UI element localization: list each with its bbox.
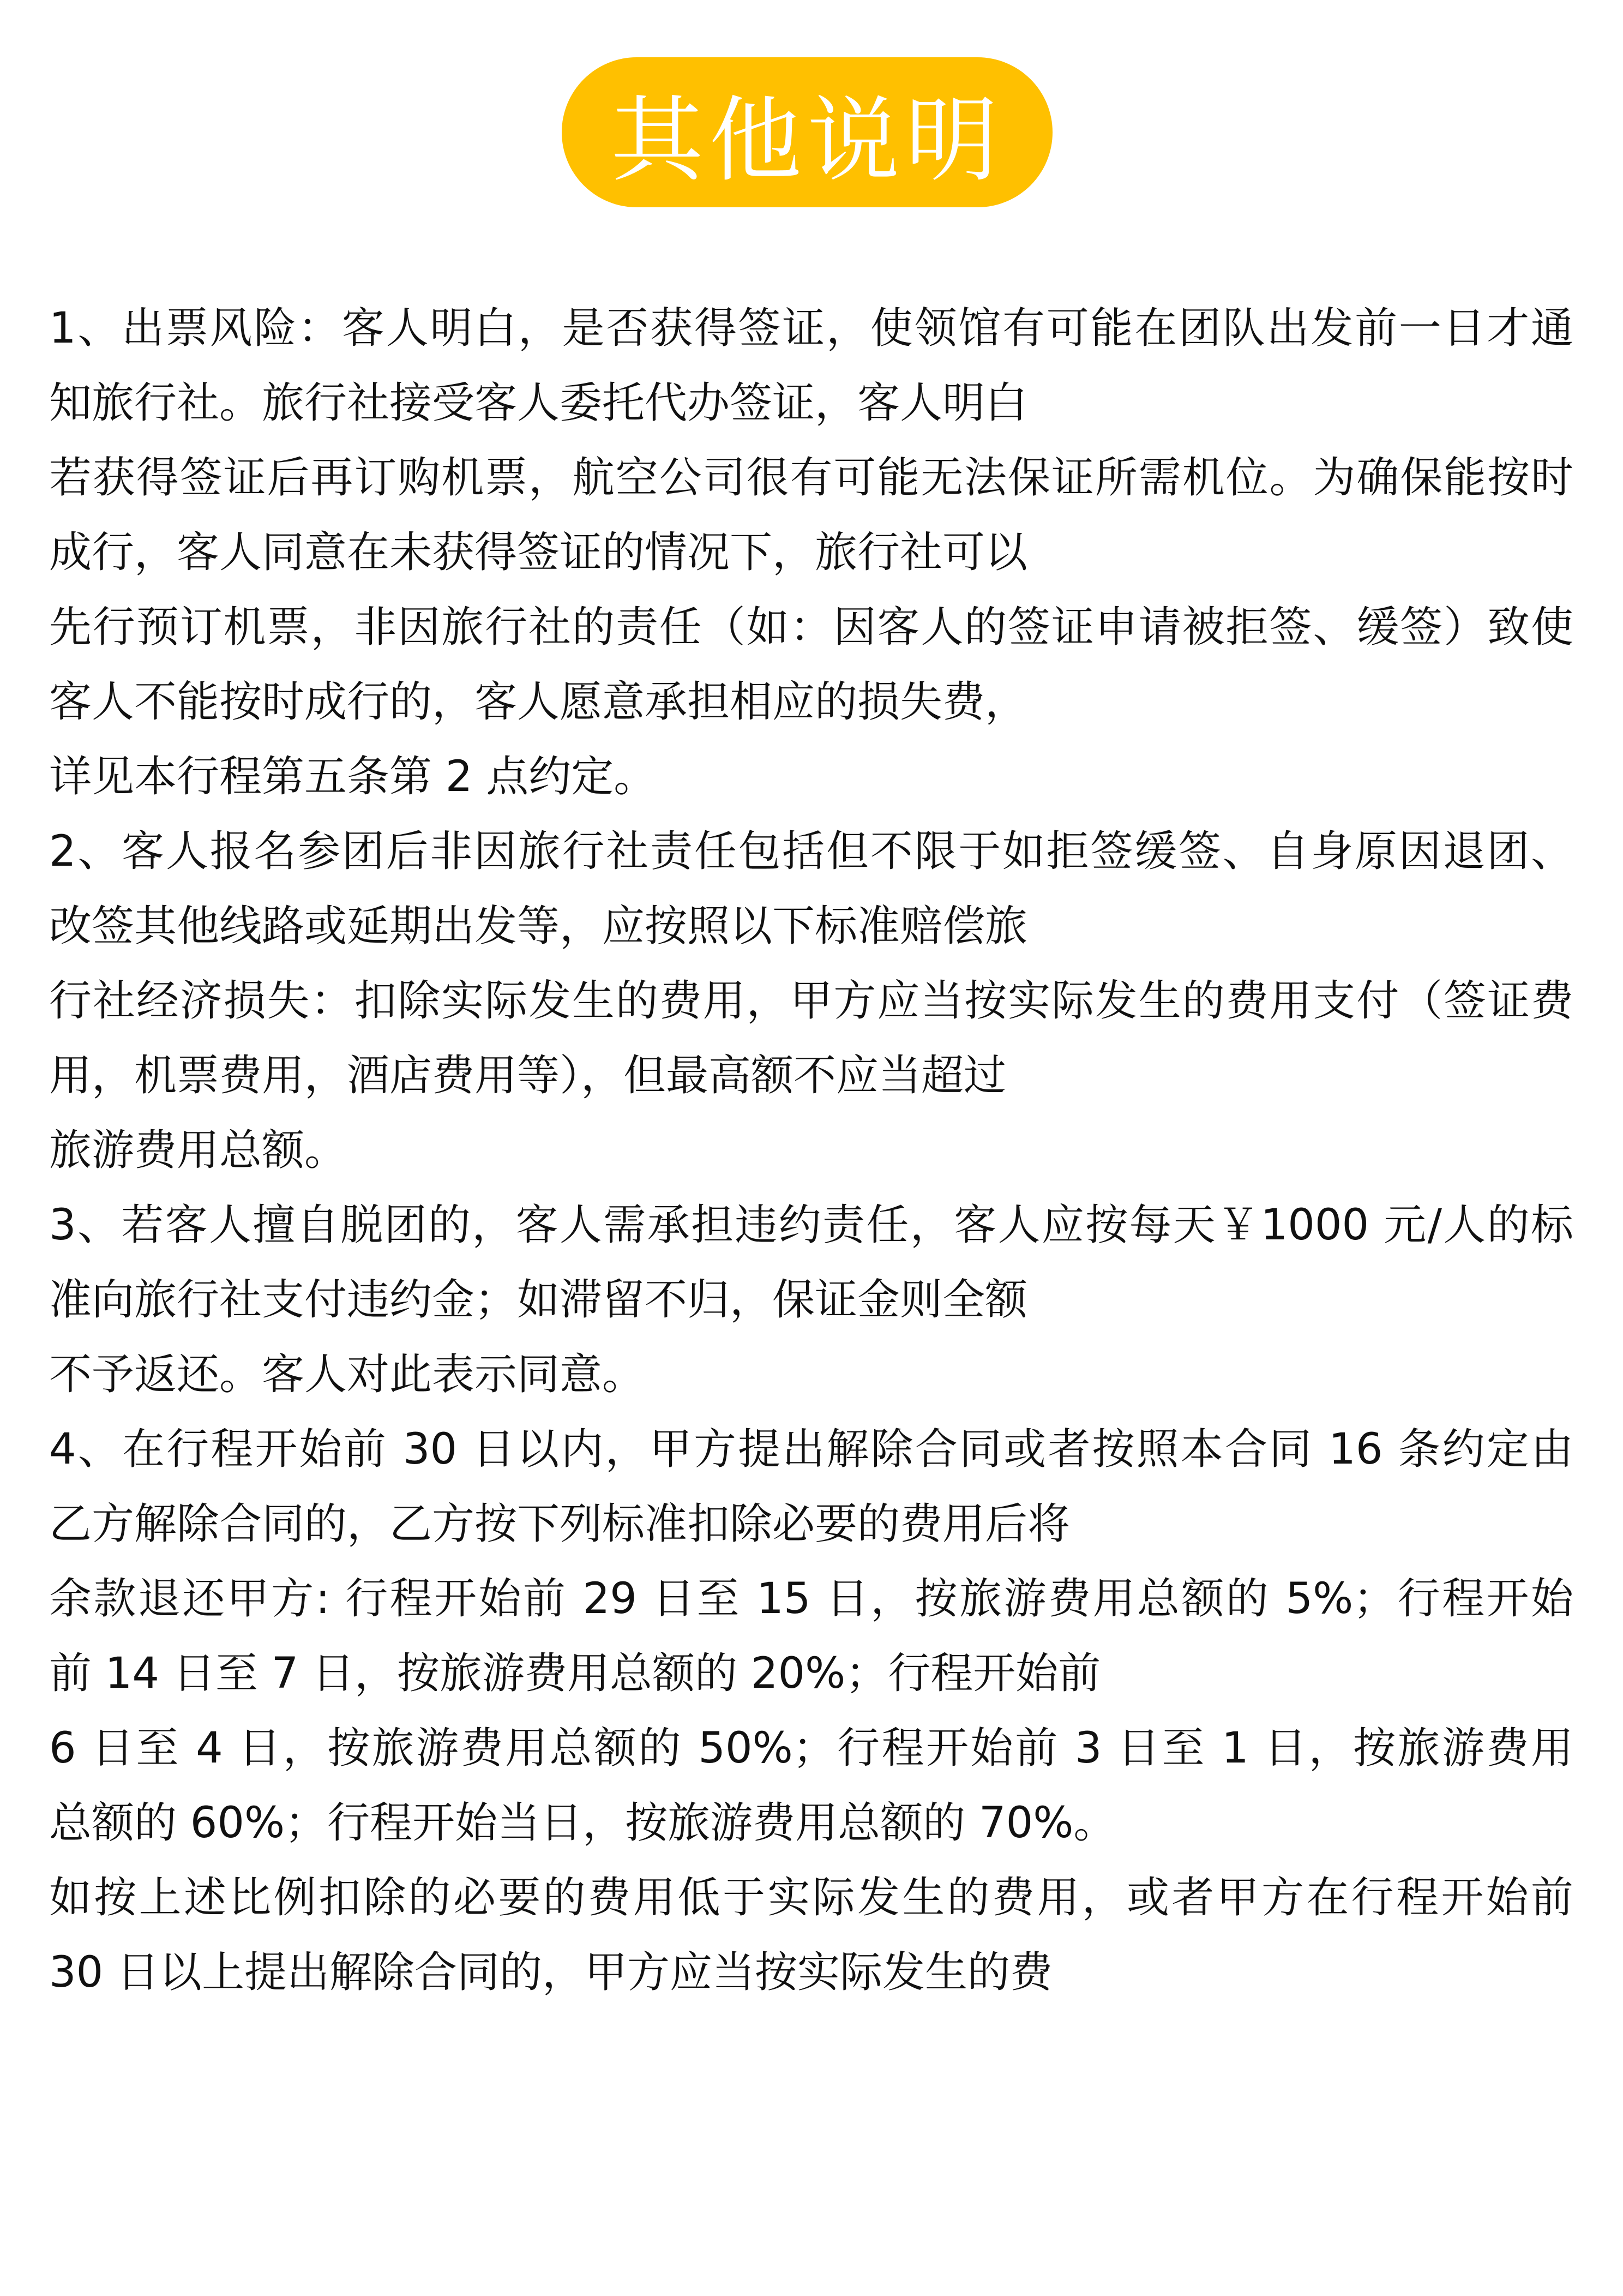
- text-line: 余款退还甲方: 行程开始前 29 日至 15 日，按旅游费用总额的 5%；行程开始: [49, 1574, 1573, 1623]
- text-line: 如按上述比例扣除的必要的费用低于实际发生的费用，或者甲方在行程开始前: [49, 1873, 1573, 1922]
- text-line: 成行，客人同意在未获得签证的情况下，旅行社可以: [49, 528, 1028, 577]
- text-line: 先行预订机票，非因旅行社的责任（如：因客人的签证申请被拒签、缓签）致使: [49, 603, 1573, 652]
- text-line: 3、若客人擅自脱团的，客人需承担违约责任，客人应按每天￥1000 元/人的标: [49, 1201, 1573, 1250]
- text-line: 客人不能按时成行的，客人愿意承担相应的损失费，: [49, 678, 1028, 727]
- text-line: 2、客人报名参团后非因旅行社责任包括但不限于如拒签缓签、自身原因退团、: [49, 827, 1573, 876]
- text-line: 总额的 60%；行程开始当日，按旅游费用总额的 70%。: [49, 1799, 1116, 1848]
- text-line: 用，机票费用，酒店费用等），但最高额不应当超过: [49, 1051, 1007, 1100]
- text-line: 若获得签证后再订购机票，航空公司很有可能无法保证所需机位。为确保能按时: [49, 453, 1573, 502]
- text-line: 6 日至 4 日，按旅游费用总额的 50%；行程开始前 3 日至 1 日，按旅游费用: [49, 1724, 1573, 1773]
- text-line: 详见本行程第五条第 2 点约定。: [49, 752, 657, 801]
- section-title: 其他说明: [610, 87, 1003, 195]
- text-line: 知旅行社。旅行社接受客人委托代办签证，客人明白: [49, 379, 1028, 428]
- text-line: 行社经济损失：扣除实际发生的费用，甲方应当按实际发生的费用支付（签证费: [49, 976, 1573, 1026]
- text-line: 30 日以上提出解除合同的，甲方应当按实际发生的费: [49, 1948, 1053, 1997]
- text-line: 不予返还。客人对此表示同意。: [49, 1350, 645, 1399]
- text-line: 改签其他线路或延期出发等，应按照以下标准赔偿旅: [49, 902, 1028, 951]
- text-line: 1、出票风险：客人明白，是否获得签证，使领馆有可能在团队出发前一日才通: [49, 304, 1573, 353]
- text-line: 4、在行程开始前 30 日以内，甲方提出解除合同或者按照本合同 16 条约定由: [49, 1425, 1573, 1474]
- notes-body: [49, 291, 1573, 2010]
- section-title-badge: [562, 57, 1053, 207]
- text-line: 前 14 日至 7 日，按旅游费用总额的 20%；行程开始前: [49, 1649, 1101, 1698]
- text-line: 准向旅行社支付违约金；如滞留不归，保证金则全额: [49, 1275, 1028, 1324]
- text-line: 旅游费用总额。: [49, 1126, 347, 1175]
- text-line: 乙方解除合同的，乙方按下列标准扣除必要的费用后将: [49, 1500, 1071, 1549]
